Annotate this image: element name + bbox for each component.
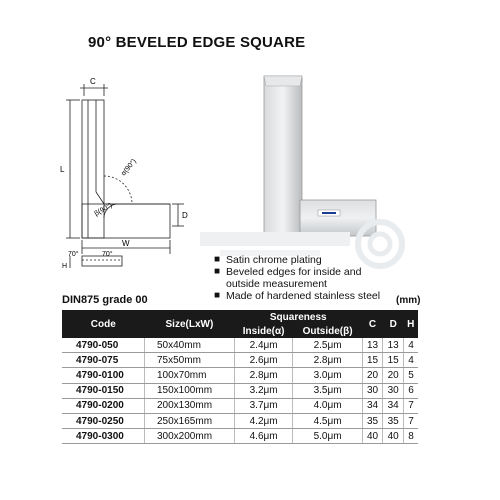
feature-item: ■ Made of hardened stainless steel — [214, 290, 381, 302]
dim-l-label: L — [60, 165, 65, 174]
bullet-icon: ■ — [214, 290, 221, 301]
table-row: 4790-0300 300x200mm 4.6μm 5.0μm 40 40 8 — [62, 429, 418, 444]
col-header-code: Code — [62, 310, 145, 338]
dim-h-label: H — [62, 263, 68, 270]
col-header-d: D — [383, 310, 404, 338]
grade-label: DIN875 grade 00 — [62, 294, 148, 306]
table-row: 4790-075 75x50mm 2.6μm 2.8μm 15 15 4 — [62, 353, 418, 368]
units-label: (mm) — [396, 295, 421, 306]
feature-item: ■ Beveled edges for inside and outside measurement — [214, 266, 362, 290]
page-title: 90° BEVELED EDGE SQUARE — [88, 34, 306, 51]
feature-item: ■ Satin chrome plating — [214, 254, 322, 266]
table-row: 4790-0200 200x130mm 3.7μm 4.0μm 34 34 7 — [62, 398, 418, 413]
col-header-squareness: Squareness — [234, 310, 362, 324]
table-row: 4790-0150 150x100mm 3.2μm 3.5μm 30 30 6 — [62, 383, 418, 398]
col-header-size: Size(LxW) — [145, 310, 235, 338]
table-row: 4790-0250 250x165mm 4.2μm 4.5μm 35 35 7 — [62, 413, 418, 428]
col-header-inside: Inside(α) — [234, 324, 293, 338]
beta-label: β(90°) — [93, 202, 114, 218]
spec-table — [62, 310, 418, 444]
angle-70-left-label: 70° — [68, 251, 79, 258]
feature-list — [214, 254, 380, 302]
dim-d-label: D — [182, 211, 188, 220]
alpha-label: α(90°) — [120, 158, 138, 178]
col-header-h: H — [404, 310, 418, 338]
table-row: 4790-050 50x40mm 2.4μm 2.5μm 13 13 4 — [62, 338, 418, 353]
dim-c-label: C — [90, 77, 96, 86]
col-header-outside: Outside(β) — [293, 324, 362, 338]
col-header-c: C — [362, 310, 383, 338]
technical-drawing — [60, 76, 200, 276]
angle-70-right-label: 70° — [102, 251, 113, 258]
table-header-row — [62, 310, 418, 324]
table-row: 4790-0100 100x70mm 2.8μm 3.0μm 20 20 5 — [62, 368, 418, 383]
dim-w-label: W — [122, 239, 130, 248]
bullet-icon: ■ — [214, 254, 221, 265]
bullet-icon: ■ — [214, 266, 221, 277]
